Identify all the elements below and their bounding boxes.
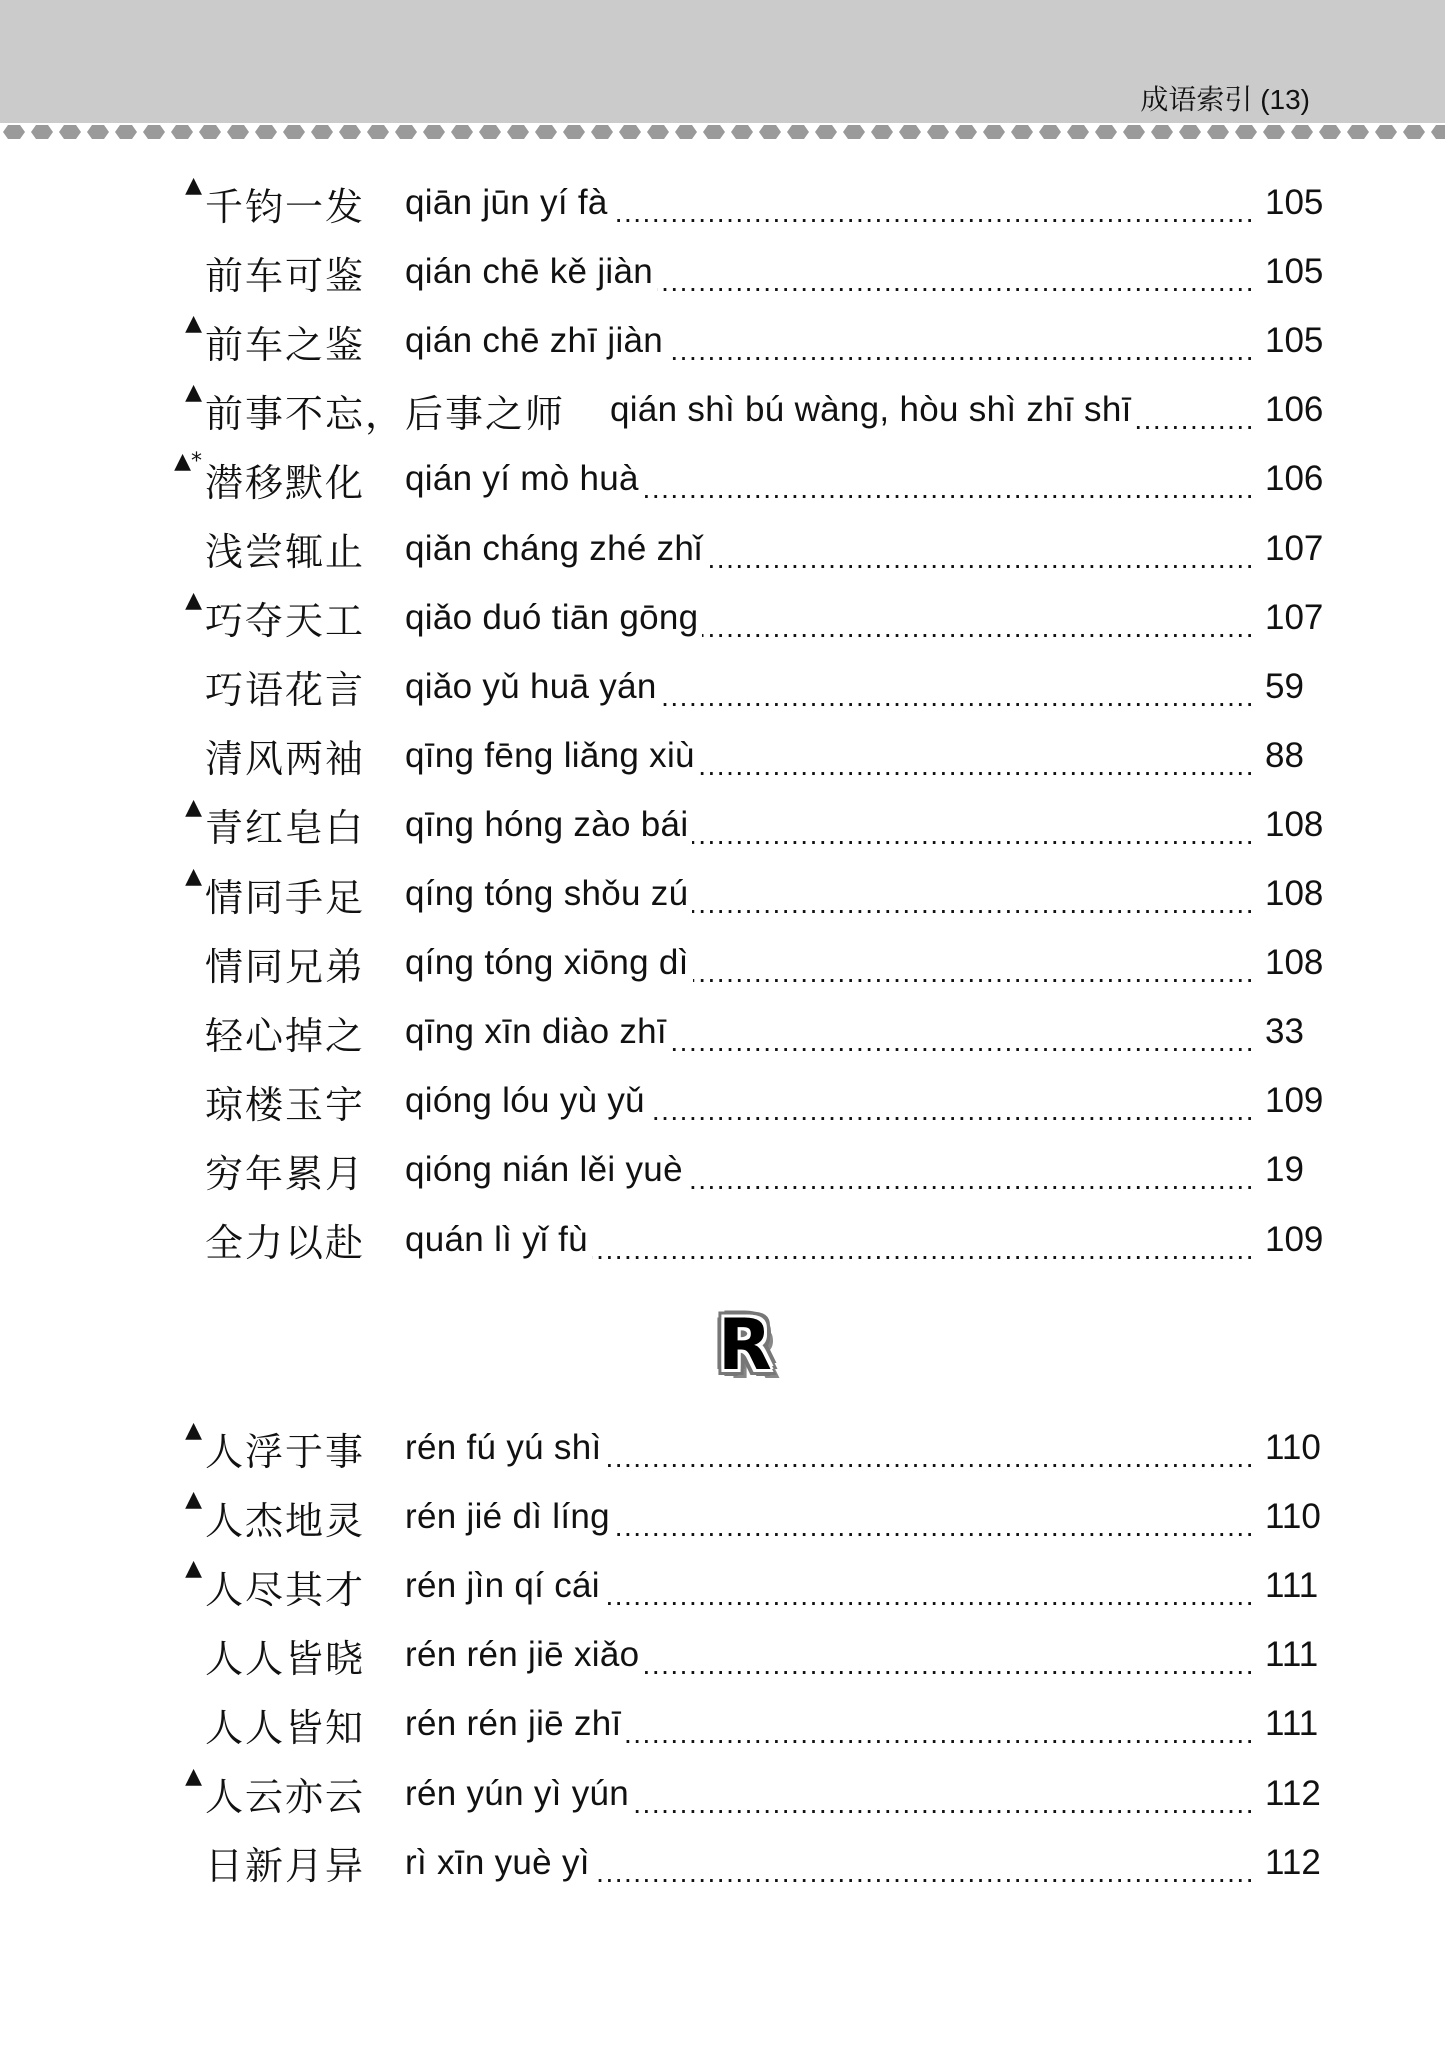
idiom-text: 巧夺天工 — [205, 599, 366, 644]
idiom-text: 巧语花言 — [205, 668, 366, 713]
dot-leader — [657, 272, 1255, 292]
index-entry — [0, 1556, 1445, 1616]
dot-leader — [612, 203, 1255, 223]
page-number: 88 — [1265, 735, 1304, 775]
dot-leader — [606, 1448, 1255, 1468]
page-number: 105 — [1265, 321, 1324, 361]
pinyin-text: rén jìn qí cái — [405, 1566, 600, 1606]
pinyin-text: qián shì bú wàng, hòu shì zhī shī — [610, 390, 1132, 430]
idiom-text: 潜移默化 — [205, 460, 366, 505]
dot-leader — [667, 341, 1255, 361]
page-number: 107 — [1265, 597, 1324, 637]
page-number: 105 — [1265, 252, 1324, 292]
pinyin-text: qián chē zhī jiàn — [405, 321, 664, 361]
index-entry — [0, 795, 1445, 855]
dot-leader — [592, 1240, 1255, 1260]
pinyin-text: qiān jūn yí fà — [405, 183, 608, 222]
pinyin-text: qióng lóu yù yǔ — [405, 1081, 645, 1121]
page-number: 108 — [1265, 804, 1324, 844]
idiom-text: 前车之鉴 — [205, 322, 366, 367]
index-entry — [0, 519, 1445, 579]
marker-icon: ▲ — [185, 311, 202, 337]
page-number: 106 — [1265, 459, 1324, 499]
index-entry — [0, 1071, 1445, 1131]
page-number: 109 — [1265, 1219, 1324, 1259]
index-entry — [0, 1694, 1445, 1754]
idiom-text: 情同手足 — [205, 875, 366, 920]
index-entry — [0, 1764, 1445, 1824]
pinyin-text: qiǎo yǔ huā yán — [405, 666, 657, 706]
index-entry — [0, 864, 1445, 924]
index-entry — [0, 933, 1445, 993]
page-number: 107 — [1265, 528, 1324, 568]
idiom-text: 青红皂白 — [205, 806, 366, 851]
page-number: 110 — [1265, 1497, 1321, 1537]
section-letter: R — [718, 1304, 772, 1386]
dot-leader — [614, 1517, 1255, 1537]
index-entry — [0, 1418, 1445, 1478]
index-entry — [0, 588, 1445, 648]
pinyin-text: qīng hóng zào bái — [405, 804, 689, 844]
pinyin-text: qiǎo duó tiān gōng — [405, 597, 699, 637]
idiom-text: 人人皆晓 — [205, 1636, 366, 1681]
page-number: 108 — [1265, 943, 1324, 983]
pinyin-text: qíng tóng xiōng dì — [405, 943, 689, 983]
page-number: 105 — [1265, 183, 1324, 222]
index-entry — [0, 726, 1445, 786]
dot-leader — [643, 479, 1255, 499]
idiom-text: 人云亦云 — [205, 1775, 366, 1819]
dot-leader — [604, 1586, 1255, 1606]
marker-icon: ▲* — [174, 449, 202, 475]
idiom-text: 千钧一发 — [205, 184, 366, 229]
index-entry — [0, 1833, 1445, 1893]
dot-leader — [702, 618, 1255, 638]
dot-leader — [706, 549, 1255, 569]
index-entry — [0, 449, 1445, 509]
pinyin-text: rén yún yì yún — [405, 1773, 630, 1813]
pinyin-text: rén rén jiē zhī — [405, 1704, 622, 1744]
pinyin-text: qián yí mò huà — [405, 459, 639, 499]
idiom-text: 前事不忘，后事之师 — [205, 391, 566, 436]
pinyin-text: qīng xīn diào zhī — [405, 1012, 667, 1052]
index-entry — [0, 311, 1445, 371]
marker-icon: ▲ — [185, 1763, 202, 1789]
idiom-text: 琼楼玉宇 — [205, 1082, 366, 1127]
pinyin-text: rén fú yú shì — [405, 1428, 602, 1467]
page-number: 19 — [1265, 1150, 1304, 1190]
page-header — [0, 0, 1445, 123]
marker-icon: ▲ — [185, 380, 202, 406]
index-entry — [0, 1625, 1445, 1685]
page-number: 106 — [1265, 390, 1324, 430]
page-number: 33 — [1265, 1012, 1304, 1052]
page-number: 110 — [1265, 1428, 1321, 1467]
index-entry — [0, 173, 1445, 233]
index-entry — [0, 1210, 1445, 1270]
idiom-text: 人浮于事 — [205, 1429, 366, 1474]
decorative-border — [0, 123, 1445, 141]
dot-leader — [649, 1101, 1255, 1121]
marker-icon: ▲ — [185, 1556, 202, 1582]
index-entry — [0, 1140, 1445, 1200]
dot-leader — [594, 1863, 1255, 1883]
pinyin-text: rì xīn yuè yì — [405, 1842, 590, 1882]
marker-icon: ▲ — [185, 1487, 202, 1513]
dot-leader — [643, 1655, 1255, 1675]
dot-leader — [693, 963, 1255, 983]
dot-leader — [687, 1170, 1255, 1190]
pinyin-text: rén rén jiē xiǎo — [405, 1635, 640, 1675]
idiom-text: 前车可鉴 — [205, 253, 366, 298]
idiom-text: 轻心掉之 — [205, 1013, 366, 1058]
dot-leader — [671, 1032, 1255, 1052]
dot-leader — [699, 756, 1255, 776]
dot-leader — [626, 1724, 1255, 1744]
idiom-text: 日新月异 — [205, 1844, 366, 1889]
index-entry — [0, 380, 1445, 440]
pinyin-text: qīng fēng liǎng xiù — [405, 735, 695, 775]
pinyin-text: qián chē kě jiàn — [405, 252, 654, 292]
pinyin-text: qíng tóng shǒu zú — [405, 874, 689, 913]
dot-leader — [661, 687, 1255, 707]
dot-leader — [1136, 410, 1255, 430]
pinyin-text: qiǎn cháng zhé zhǐ — [405, 528, 703, 568]
index-entry — [0, 657, 1445, 717]
page-number: 108 — [1265, 874, 1324, 913]
idiom-text: 情同兄弟 — [205, 944, 366, 989]
page-number: 59 — [1265, 666, 1304, 706]
marker-icon: ▲ — [185, 587, 202, 613]
index-entry — [0, 242, 1445, 302]
idiom-text: 全力以赴 — [205, 1221, 366, 1265]
page-number: 109 — [1265, 1081, 1324, 1121]
marker-icon: ▲ — [185, 173, 202, 198]
dot-leader — [633, 1794, 1255, 1814]
page-number: 111 — [1265, 1635, 1319, 1675]
pinyin-text: quán lì yǐ fù — [405, 1219, 588, 1259]
section-badge-r — [705, 1305, 785, 1385]
idiom-text: 浅尝辄止 — [205, 530, 366, 574]
dot-leader — [692, 894, 1255, 914]
idiom-text: 清风两袖 — [205, 737, 366, 782]
pinyin-text: qióng nián lěi yuè — [405, 1150, 683, 1190]
idiom-text: 人杰地灵 — [205, 1498, 366, 1543]
index-entry — [0, 1002, 1445, 1062]
marker-icon: ▲ — [185, 1418, 202, 1443]
page-number: 111 — [1265, 1704, 1319, 1744]
page-title: 成语索引 (13) — [1140, 84, 1310, 115]
page-number: 112 — [1265, 1842, 1321, 1882]
page-number: 111 — [1265, 1566, 1319, 1606]
dot-leader — [692, 825, 1255, 845]
idiom-text: 穷年累月 — [205, 1151, 366, 1196]
idiom-text: 人尽其才 — [205, 1567, 366, 1612]
index-entry — [0, 1487, 1445, 1547]
pinyin-text: rén jié dì líng — [405, 1497, 610, 1537]
idiom-text: 人人皆知 — [205, 1705, 366, 1750]
page-number: 112 — [1265, 1773, 1321, 1813]
marker-icon: ▲ — [185, 794, 202, 820]
marker-icon: ▲ — [185, 864, 202, 889]
